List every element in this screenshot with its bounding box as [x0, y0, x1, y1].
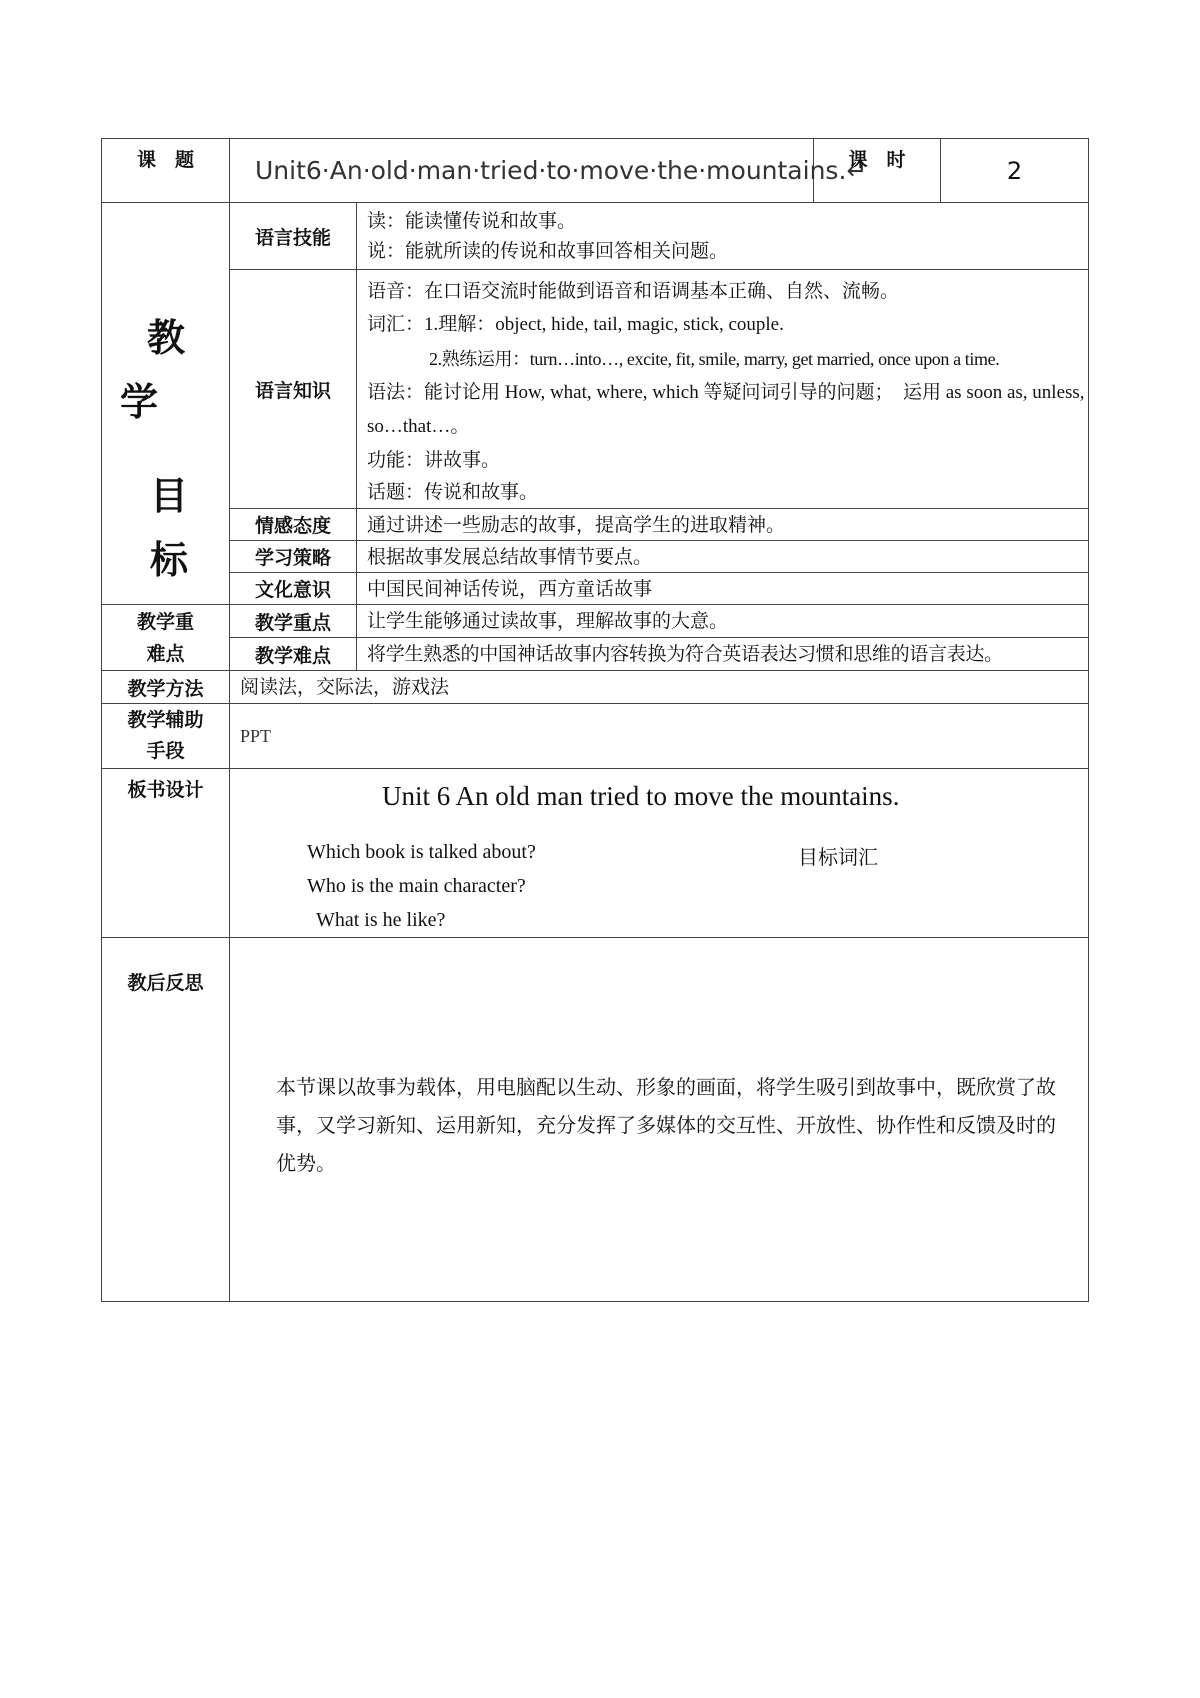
methods-value: 阅读法，交际法，游戏法 — [230, 671, 1089, 704]
strategy-value: 根据故事发展总结故事情节要点。 — [357, 541, 1089, 573]
focus-label-line2: 难点 — [146, 642, 185, 665]
culture-label: 文化意识 — [230, 573, 357, 605]
skills-line-read: 读：能读懂传说和故事。 — [367, 210, 577, 232]
key-point-value: 让学生能够通过读故事，理解故事的大意。 — [357, 605, 1089, 638]
knowledge-function: 功能：讲故事。 — [367, 449, 501, 471]
objectives-char-4: 标 — [150, 537, 189, 582]
attitude-row — [102, 509, 1089, 541]
culture-row — [102, 573, 1089, 605]
methods-label: 教学方法 — [102, 671, 230, 704]
strategy-label: 学习策略 — [230, 541, 357, 573]
topic-label: 课 题 — [102, 139, 230, 203]
focus-label-line1: 教学重 — [136, 610, 194, 633]
knowledge-topic: 话题：传说和故事。 — [367, 481, 539, 503]
lesson-plan-table — [101, 138, 1089, 1302]
objectives-label — [102, 203, 230, 605]
knowledge-value — [357, 270, 1089, 509]
objectives-char-1: 教 — [147, 315, 186, 360]
skills-line-speak: 说：能就所读的传说和故事回答相关问题。 — [367, 240, 729, 262]
board-row — [102, 769, 1089, 938]
difficult-point-row — [102, 638, 1089, 671]
knowledge-label: 语言知识 — [230, 270, 357, 509]
difficult-point-label: 教学难点 — [230, 638, 357, 671]
reflection-label: 教后反思 — [102, 938, 230, 1302]
topic-row — [102, 139, 1089, 203]
aids-label-line1: 教学辅助 — [127, 709, 204, 731]
aids-row — [102, 704, 1089, 769]
aids-label-line2: 手段 — [146, 740, 185, 762]
objectives-char-3: 目 — [150, 473, 189, 518]
knowledge-pronunciation: 语音：在口语交流时能做到语音和语调基本正确、自然、流畅。 — [367, 280, 900, 302]
skills-label: 语言技能 — [230, 203, 357, 270]
skills-value — [357, 203, 1089, 270]
attitude-value: 通过讲述一些励志的故事，提高学生的进取精神。 — [357, 509, 1089, 541]
knowledge-vocab-understand: 词汇：1.理解：object, hide, tail, magic, stick, couple. — [367, 314, 784, 335]
knowledge-vocab-use: 2.熟练运用：turn…into…, excite, fit, smile, marry, get married, once upon a time. — [429, 349, 1000, 369]
board-vocab-label: 目标词汇 — [798, 845, 878, 869]
attitude-label: 情感态度 — [230, 509, 357, 541]
aids-label — [102, 704, 230, 769]
reflection-text: 本节课以故事为载体，用电脑配以生动、形象的画面，将学生吸引到故事中，既欣赏了故事，又学习新知、运用新知，充分发挥了多媒体的交互性、开放性、协作性和反馈及时的优势。 — [276, 1075, 1056, 1175]
board-title: Unit 6 An old man tried to move the mountains. — [382, 781, 900, 811]
skills-row — [102, 203, 1089, 270]
knowledge-grammar: 语法：能讨论用 How, what, where, which 等疑问词引导的问题； 运用 as soon as, unless, so…that…。 — [367, 382, 1085, 437]
key-point-label: 教学重点 — [230, 605, 357, 638]
focus-label — [102, 605, 230, 671]
board-content — [230, 769, 1089, 938]
board-label: 板书设计 — [102, 769, 230, 938]
aids-value: PPT — [230, 704, 1089, 769]
difficult-point-value: 将学生熟悉的中国神话故事内容转换为符合英语表达习惯和思维的语言表达。 — [357, 638, 1089, 671]
board-question-3: What is he like? — [316, 909, 446, 931]
knowledge-row — [102, 270, 1089, 509]
key-point-row — [102, 605, 1089, 638]
topic-value: Unit6·An·old·man·tried·to·move·the·mountains.↵ — [230, 139, 814, 203]
strategy-row — [102, 541, 1089, 573]
period-value: 2 — [941, 139, 1089, 203]
culture-value: 中国民间神话传说，西方童话故事 — [357, 573, 1089, 605]
board-question-2: Who is the main character? — [307, 875, 526, 897]
reflection-row — [102, 938, 1089, 1302]
period-label: 课 时 — [814, 139, 941, 203]
methods-row — [102, 671, 1089, 704]
objectives-char-2: 学 — [120, 379, 159, 424]
reflection-content — [230, 938, 1089, 1302]
board-question-1: Which book is talked about? — [307, 841, 536, 863]
